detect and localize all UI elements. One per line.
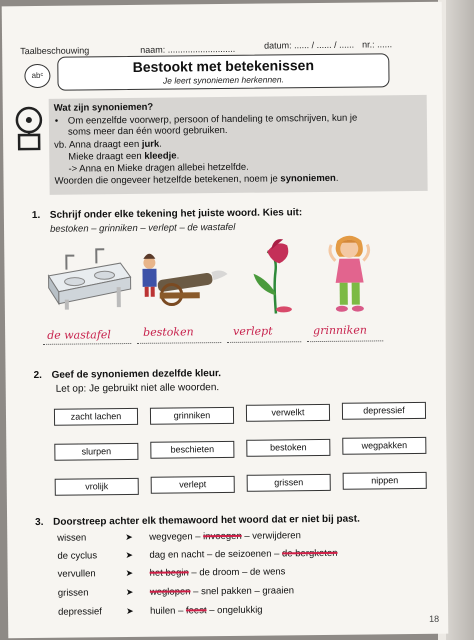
option-row[interactable]: het begin – de droom – de wens [149,566,286,579]
q3-instruction: Doorstreep achter elk themawoord het woord dat er niet bij past. [53,513,360,528]
arrow-icon: ➤ [125,549,134,561]
arrow-icon: ➤ [125,605,134,617]
next-page-edge [445,0,474,640]
sink-image [44,241,135,312]
word-box[interactable]: grissen [247,474,331,492]
info-line2: soms meer dan één woord gebruiken. [67,124,228,138]
info-conclusion: Woorden die ongeveer hetzelfde betekenen, noem je synoniemen. [54,172,339,187]
date-field: datum: ...... / ...... / ...... [264,39,355,51]
word-box[interactable]: wegpakken [342,437,426,455]
theme-word: grissen [57,587,89,599]
word-box[interactable]: verwelkt [246,404,330,422]
word-box[interactable]: bestoken [246,439,330,457]
word-box[interactable]: slurpen [54,443,138,461]
answer-4: grinniken [313,323,367,338]
option-row[interactable]: wegvegen – invoegen – verwijderen [149,530,301,543]
option-row[interactable]: dag en nacht – de seizoenen – de bergketen [149,547,338,561]
bell-icon [14,105,44,151]
answer-line-1 [43,343,131,345]
theme-word: de cyclus [57,550,98,562]
arrow-icon: ➤ [125,531,133,543]
answer-line-4 [307,340,383,342]
answer-2: bestoken [143,325,194,339]
info-example1: vb. Anna draagt een jurk. [54,138,162,151]
answer-line-2 [137,342,221,344]
q1-number: 1. [31,209,41,222]
title-box [57,53,389,90]
arrow-icon: ➤ [125,567,134,579]
word-box[interactable]: nippen [343,472,427,490]
word-box[interactable]: vrolijk [55,478,139,496]
q3-number: 3. [35,516,44,528]
answer-line-3 [227,341,301,343]
arrow-icon: ➤ [125,586,134,598]
answer-1: de wastafel [47,328,111,342]
info-question: Wat zijn synoniemen? [53,101,154,114]
theme-word: depressief [57,606,102,618]
cannon-image [129,242,230,309]
info-example3: -> Anna en Mieke dragen allebei hetzelfde. [68,161,249,175]
page-title: Bestookt met betekenissen [132,57,315,75]
abc-icon: abᶜ [24,64,50,88]
info-line1: Om eenzelfde voorwerp, persoon of handeling te omschrijven, kun je [67,112,358,127]
wilted-flower-image [237,235,308,316]
option-row[interactable]: weglopen – snel pakken – graaien [149,585,295,598]
info-box [49,95,428,195]
word-box[interactable]: zacht lachen [54,408,138,426]
q1-instruction: Schrijf onder elke tekening het juiste woord. Kies uit: [49,207,303,221]
answer-3: verlept [233,324,273,338]
info-bullet: • [54,115,59,127]
name-field: naam: ........................... [140,43,236,55]
page-number: 18 [429,613,440,624]
q2-note: Let op: Je gebruikt niet alle woorden. [55,382,220,395]
q1-choices: bestoken – grinniken – verlept – de wastafel [49,221,236,235]
word-box[interactable]: grinniken [150,407,234,425]
q2-instruction: Geef de synoniemen dezelfde kleur. [51,368,222,381]
word-box[interactable]: verlept [151,476,235,494]
worksheet-page [2,2,449,639]
theme-word: vervullen [57,568,96,580]
word-box[interactable]: beschieten [150,441,234,459]
option-row[interactable]: huilen – feest – ongelukkig [149,604,263,617]
giggling-girl-image [319,232,380,317]
subject-label: Taalbeschouwing [20,45,90,57]
q2-number: 2. [33,369,42,382]
word-box[interactable]: depressief [342,402,426,420]
page-subtitle: Je leert synoniemen herkennen. [162,74,285,86]
nr-field: nr.: ...... [362,39,393,50]
theme-word: wissen [57,532,87,544]
info-example2: Mieke draagt een kleedje. [68,150,180,163]
